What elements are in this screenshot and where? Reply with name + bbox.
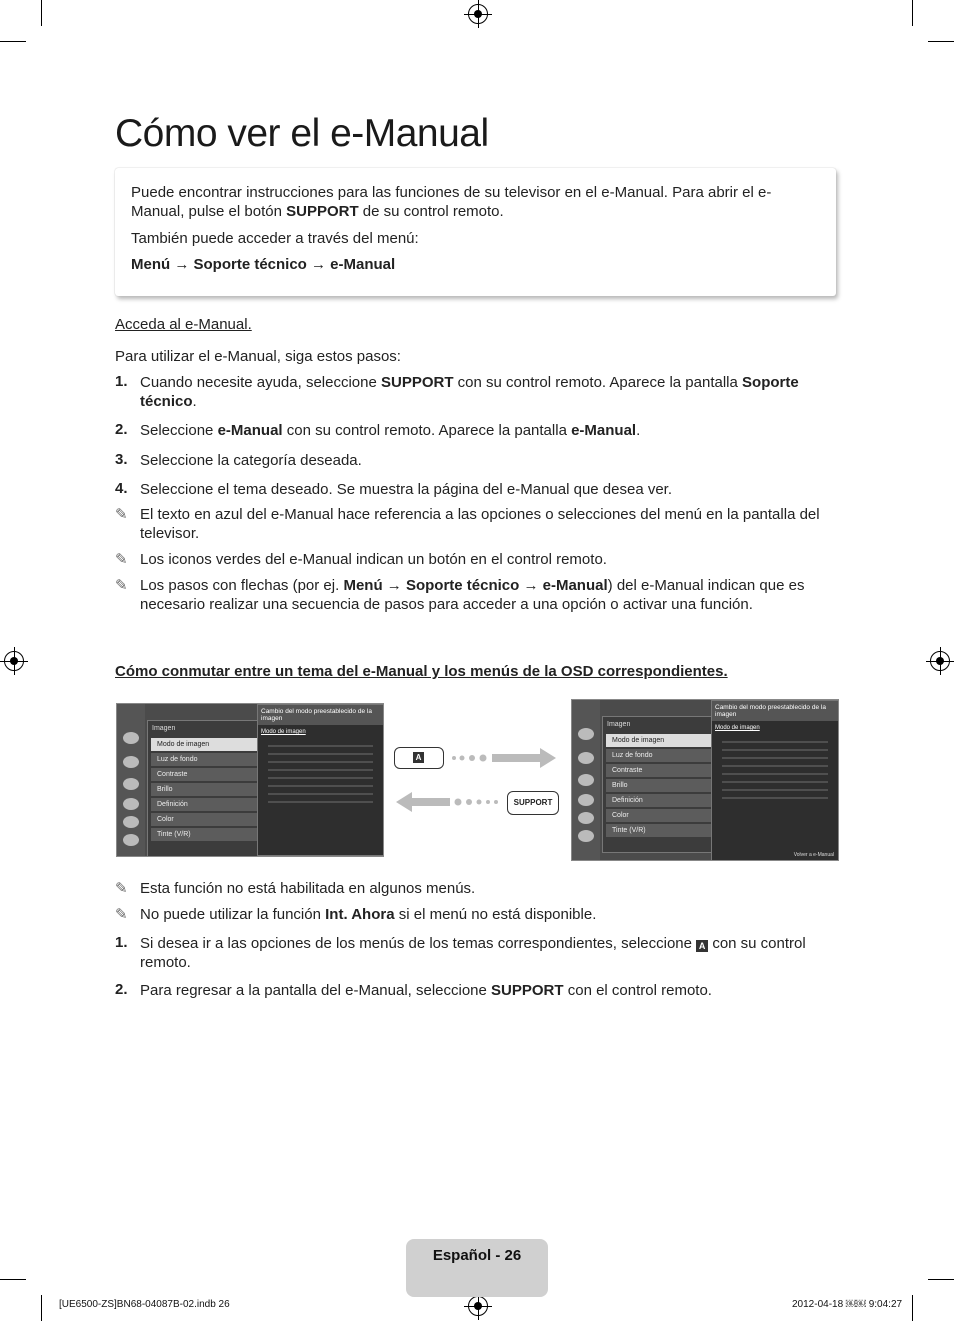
note-text: El texto en azul del e-Manual hace referencia a las opciones o selecciones del menú en la pantalla del televisor.	[140, 506, 820, 542]
tv-sidebar	[117, 704, 145, 856]
registration-mark-icon	[930, 651, 950, 671]
tv-help-panel	[711, 700, 839, 861]
channel-icon	[578, 774, 594, 786]
step-number: 1.	[115, 934, 128, 951]
note-text: Los iconos verdes del e-Manual indican un botón en el control remoto.	[140, 551, 607, 568]
tv-menu-item: Brillo	[151, 783, 293, 796]
access-heading: Acceda al e-Manual.	[115, 316, 252, 333]
picture-icon	[578, 728, 594, 740]
tv-menu-title: Imagen	[152, 725, 176, 732]
step-text: Seleccione e-Manual con su control remoto. Aparece la pantalla e-Manual.	[140, 422, 641, 439]
intro-text: Puede encontrar instrucciones para las funciones de su televisor en el e-Manual. Para abrir el e-Manual, pulse el botón SUPPORT de su control remoto.	[131, 184, 772, 220]
page-number-tab: Español - 26	[406, 1239, 548, 1297]
note-icon: ✎	[115, 880, 128, 897]
registration-mark-icon	[468, 1296, 488, 1316]
support-button-icon: SUPPORT	[507, 791, 559, 815]
crop-mark	[912, 0, 913, 26]
gear-icon	[123, 816, 139, 828]
switch-heading: Cómo conmutar entre un tema del e-Manual y los menús de la OSD correspondientes.	[115, 663, 728, 680]
a-key-icon: A	[696, 940, 708, 952]
note-text: Los pasos con flechas (por ej. Menú → Soporte técnico → e-Manual) del e-Manual indican que es necesario realizar una secuencia de pasos para acceder a una opción o activar una función.	[140, 577, 805, 613]
tv-menu-item: Brillo	[606, 779, 748, 792]
sound-icon	[123, 756, 139, 768]
tv-menu-item: Color	[606, 809, 748, 822]
tv-menu-title: Imagen	[607, 721, 631, 728]
step-number: 2.	[115, 421, 128, 438]
tv-menu-item: Modo de imagen	[151, 738, 293, 751]
registration-mark-icon	[4, 651, 24, 671]
gear-icon	[578, 812, 594, 824]
step-number: 3.	[115, 451, 128, 468]
step-text: Cuando necesite ayuda, seleccione SUPPORT con su control remoto. Aparece la pantalla Soporte técnico.	[140, 374, 799, 410]
a-button-icon: A	[394, 747, 444, 769]
menu-path: Menú → Soporte técnico → e-Manual	[131, 256, 396, 273]
access-lead: Para utilizar el e-Manual, siga estos pasos:	[115, 348, 401, 365]
tv-menu-item: Contraste	[606, 764, 748, 777]
tv-menu-item: Color	[151, 813, 293, 826]
note-icon: ✎	[115, 551, 128, 568]
support-icon	[123, 834, 139, 846]
crop-mark	[928, 1279, 954, 1280]
tv-screenshot-menu	[116, 703, 384, 857]
note-text: No puede utilizar la función Int. Ahora si el menú no está disponible.	[140, 906, 597, 923]
page-title: Cómo ver el e-Manual	[115, 112, 489, 155]
file-slug: [UE6500-ZS]BN68-04087B-02.indb 26	[59, 1299, 230, 1310]
note-icon: ✎	[115, 906, 128, 923]
tv-menu-item: Luz de fondo	[151, 753, 293, 766]
tv-sidebar	[572, 700, 600, 860]
step-text: Si desea ir a las opciones de los menús de los temas correspondientes, seleccione A con su control remoto.	[140, 935, 806, 971]
crop-mark	[41, 1295, 42, 1321]
note-icon: ✎	[115, 577, 128, 594]
crop-mark	[912, 1295, 913, 1321]
channel-icon	[123, 778, 139, 790]
tv-menu-item: Definición	[606, 794, 748, 807]
registration-mark-icon	[468, 4, 488, 24]
date-slug: 2012-04-18 ￼￼ 9:04:27	[792, 1299, 903, 1310]
step-text: Para regresar a la pantalla del e-Manual, seleccione SUPPORT con el control remoto.	[140, 982, 712, 999]
crop-mark	[0, 41, 26, 42]
network-icon	[578, 794, 594, 806]
tv-help-subtitle: Modo de imagen	[261, 729, 306, 735]
support-icon	[578, 830, 594, 842]
tv-help-title: Cambio del modo preestablecido de la imagen	[712, 701, 838, 721]
tv-help-footer: Volver a e-Manual	[793, 852, 834, 858]
tv-menu-item: Tinte (V/R)	[151, 828, 293, 841]
sound-icon	[578, 752, 594, 764]
arrow-left-icon	[394, 791, 504, 813]
tv-help-title: Cambio del modo preestablecido de la imagen	[258, 705, 383, 725]
note-icon: ✎	[115, 506, 128, 523]
tv-menu-item: Modo de imagen	[606, 734, 748, 747]
arrow-right-icon	[448, 747, 558, 769]
intro-box	[115, 168, 836, 296]
crop-mark	[41, 0, 42, 26]
step-number: 1.	[115, 373, 128, 390]
tv-help-subtitle: Modo de imagen	[715, 725, 760, 731]
tv-help-panel	[257, 704, 384, 856]
tv-menu-item: Definición	[151, 798, 293, 811]
step-text: Seleccione la categoría deseada.	[140, 452, 362, 469]
crop-mark	[0, 1279, 26, 1280]
step-number: 2.	[115, 981, 128, 998]
tv-menu-item: Luz de fondo	[606, 749, 748, 762]
intro-menu-line: También puede acceder a través del menú:	[131, 230, 419, 247]
note-text: Esta función no está habilitada en algunos menús.	[140, 880, 476, 897]
network-icon	[123, 798, 139, 810]
picture-icon	[123, 732, 139, 744]
tv-screenshot-help	[571, 699, 839, 861]
crop-mark	[928, 41, 954, 42]
step-text: Seleccione el tema deseado. Se muestra la página del e-Manual que desea ver.	[140, 481, 673, 498]
tv-menu-item: Tinte (V/R)	[606, 824, 748, 837]
tv-menu-item: Contraste	[151, 768, 293, 781]
step-number: 4.	[115, 480, 128, 497]
